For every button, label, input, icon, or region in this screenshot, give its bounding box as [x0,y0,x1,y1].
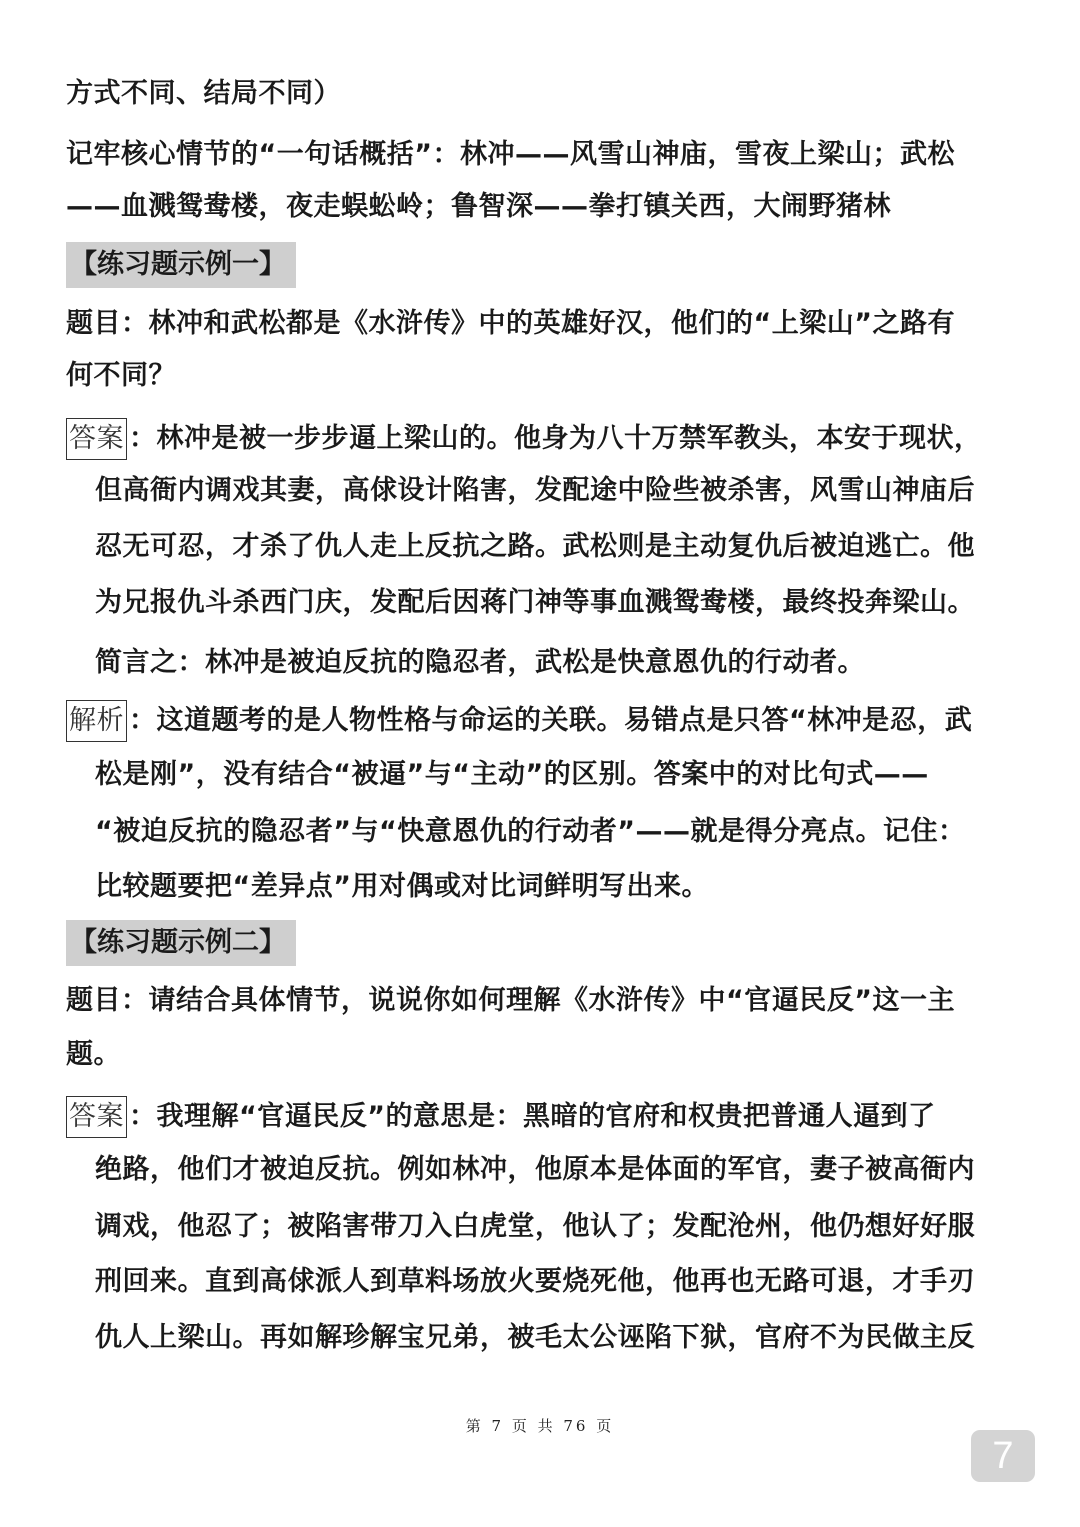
answer-text: ：林冲是被一步步逼上梁山的。他身为八十万禁军教头，本安于现状， [129,423,982,454]
answer-line: 简言之：林冲是被迫反抗的隐忍者，武松是快意恩仇的行动者。 [95,647,865,678]
answer-text: ：我理解“官逼民反”的意思是：黑暗的官府和权贵把普通人逼到了 [129,1101,936,1132]
question-line: 题。 [66,1039,121,1070]
answer-line: 绝路，他们才被迫反抗。例如林冲，他原本是体面的军官，妻子被高衙内 [95,1154,975,1185]
text-line: 记牢核心情节的“一句话概括”：林冲——风雪山神庙，雪夜上梁山；武松 [66,139,955,170]
analysis-line: 松是刚”，没有结合“被逼”与“主动”的区别。答案中的对比句式—— [95,759,929,790]
text-line: ——血溅鸳鸯楼，夜走蜈蚣岭；鲁智深——拳打镇关西，大闹野猪林 [66,191,891,222]
analysis-text: ：这道题考的是人物性格与命运的关联。易错点是只答“林冲是忍，武 [129,705,973,736]
analysis-line: 比较题要把“差异点”用对偶或对比词鲜明写出来。 [95,871,709,902]
text-line: 方式不同、结局不同） [66,78,341,109]
answer-line: 刑回来。直到高俅派人到草料场放火要烧死他，他再也无路可退，才手刃 [95,1266,975,1297]
answer-line: 为兄报仇斗杀西门庆，发配后因蒋门神等事血溅鸳鸯楼，最终投奔梁山。 [95,587,975,618]
analysis-line [66,700,972,742]
answer-line: 但高衙内调戏其妻，高俅设计陷害，发配途中险些被杀害，风雪山神庙后 [95,475,975,506]
section-header-example-1: 【练习题示例一】 [66,242,296,288]
question-line: 何不同？ [66,360,176,391]
section-header-example-2: 【练习题示例二】 [66,920,296,966]
answer-line: 调戏，他忍了；被陷害带刀入白虎堂，他认了；发配沧州，他仍想好好服 [95,1211,975,1242]
page-footer: 第 7 页 共 76 页 [465,1417,615,1435]
analysis-line: “被迫反抗的隐忍者”与“快意恩仇的行动者”——就是得分亮点。记住： [95,816,966,847]
answer-line: 仇人上梁山。再如解珍解宝兄弟，被毛太公诬陷下狱，官府不为民做主反 [95,1322,975,1353]
question-line: 题目：请结合具体情节，说说你如何理解《水浒传》中“官逼民反”这一主 [66,985,955,1016]
analysis-label: 解析 [66,700,127,742]
answer-line [66,1096,936,1138]
answer-line [66,418,982,460]
answer-label: 答案 [66,1096,127,1138]
answer-label: 答案 [66,418,127,460]
answer-line: 忍无可忍，才杀了仇人走上反抗之路。武松则是主动复仇后被迫逃亡。他 [95,531,975,562]
question-line: 题目：林冲和武松都是《水浒传》中的英雄好汉，他们的“上梁山”之路有 [66,308,955,339]
page-number-badge: 7 [971,1430,1035,1482]
